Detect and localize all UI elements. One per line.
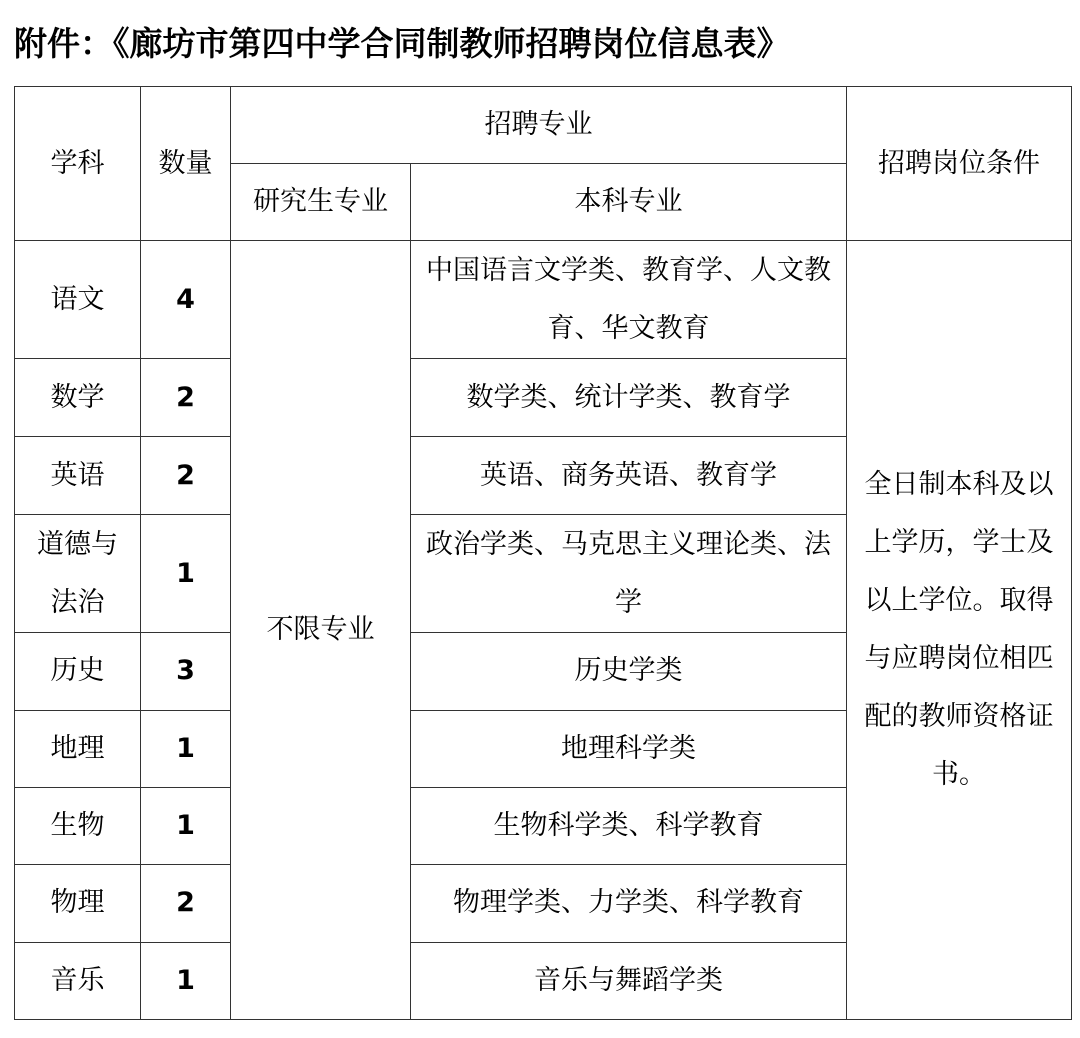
undergrad-cell: 地理科学类 [411,710,847,787]
count-cell: 3 [141,632,231,710]
header-undergrad: 本科专业 [411,164,847,241]
count-cell: 2 [141,359,231,437]
undergrad-cell: 历史学类 [411,632,847,710]
undergrad-cell: 政治学类、马克思主义理论类、法学 [411,515,847,632]
recruitment-table [14,86,1072,1020]
subject-cell: 历史 [15,632,141,710]
count-cell: 2 [141,437,231,515]
subject-cell: 地理 [15,710,141,787]
postgrad-cell: 不限专业 [231,241,411,1020]
count-cell: 1 [141,787,231,864]
undergrad-cell: 物理学类、力学类、科学教育 [411,864,847,942]
count-cell: 1 [141,515,231,632]
subject-cell: 语文 [15,241,141,359]
document-title: 附件：《廊坊市第四中学合同制教师招聘岗位信息表》 [14,24,790,63]
count-cell: 1 [141,942,231,1019]
undergrad-cell: 数学类、统计学类、教育学 [411,359,847,437]
header-postgrad: 研究生专业 [231,164,411,241]
header-major-group: 招聘专业 [231,87,847,164]
count-cell: 2 [141,864,231,942]
table-row [15,241,1072,359]
subject-cell: 物理 [15,864,141,942]
header-conditions: 招聘岗位条件 [847,87,1072,241]
header-subject: 学科 [15,87,141,241]
subject-cell: 英语 [15,437,141,515]
subject-cell: 道德与法治 [15,515,141,632]
subject-cell: 音乐 [15,942,141,1019]
conditions-cell: 全日制本科及以上学历，学士及以上学位。取得与应聘岗位相匹配的教师资格证书。 [847,241,1072,1020]
undergrad-cell: 英语、商务英语、教育学 [411,437,847,515]
header-count: 数量 [141,87,231,241]
undergrad-cell: 中国语言文学类、教育学、人文教育、华文教育 [411,241,847,359]
undergrad-cell: 音乐与舞蹈学类 [411,942,847,1019]
count-cell: 4 [141,241,231,359]
undergrad-cell: 生物科学类、科学教育 [411,787,847,864]
subject-cell: 生物 [15,787,141,864]
subject-cell: 数学 [15,359,141,437]
count-cell: 1 [141,710,231,787]
